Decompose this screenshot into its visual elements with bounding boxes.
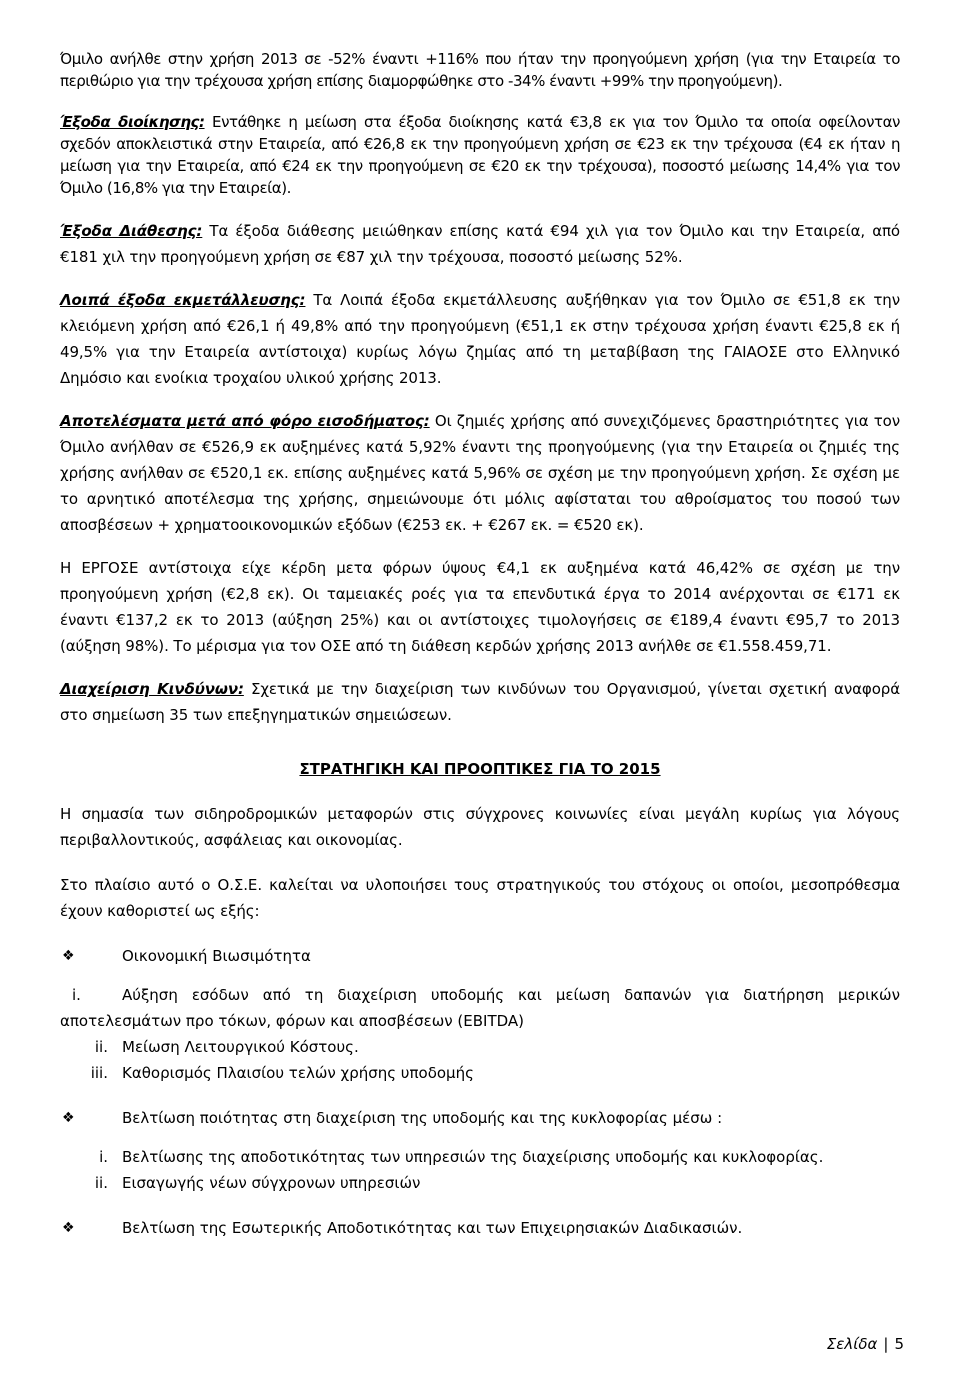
disposal-expenses-paragraph (60, 218, 900, 270)
subitem-number: i. (72, 986, 81, 1004)
goal-item (60, 1215, 900, 1241)
other-expenses-text: Τα Λοιπά έξοδα εκμετάλλευσης αυξήθηκαν για τον Όμιλο σε €51,8 εκ την κλειόμενη χρήση από €26,1 ή 49,8% από την προηγούμενη (€51,1 εκ στην τρέχουσα χρήση έναντι €25,8 εκ ή 49,5% για την Εταιρεία αντίστοιχα) κυρίως λόγω ζημίας από τη μεταβίβαση της ΓΑΙΑΟΣΕ στο Ελληνικό Δημόσιο και ενοίκια τροχαίου υλικού χρήσης 2013. (60, 291, 900, 387)
risk-paragraph (60, 676, 900, 728)
admin-expenses-paragraph (60, 111, 900, 199)
diamond-bullet-icon: ❖ (62, 1220, 75, 1236)
subitem-number: ii. (94, 1174, 108, 1192)
disposal-expenses-text: Τα έξοδα διάθεσης μειώθηκαν επίσης κατά €94 χιλ για τον Όμιλο και την Εταιρεία, από €181 χιλ την προηγούμενη χρήση σε €87 χιλ την τρέχουσα, ποσοστό μείωσης 52%. (60, 222, 900, 266)
subitem-text: Μείωση Λειτουργικού Κόστους. (122, 1038, 359, 1056)
admin-expenses-heading: Έξοδα διοίκησης: (60, 113, 205, 131)
goal-subitem (60, 1034, 900, 1060)
subitem-number: iii. (90, 1064, 108, 1082)
goal-subitem (60, 1144, 900, 1170)
subitem-number: ii. (94, 1038, 108, 1056)
diamond-bullet-icon: ❖ (62, 1110, 75, 1126)
diamond-bullet-icon: ❖ (62, 948, 75, 964)
results-paragraph (60, 408, 900, 538)
goal-title: Βελτίωση της Εσωτερικής Αποδοτικότητας και των Επιχειρησιακών Διαδικασιών. (122, 1219, 743, 1237)
subitem-text: Εισαγωγής νέων σύγχρονων υπηρεσιών (122, 1174, 421, 1192)
disposal-expenses-heading: Έξοδα Διάθεσης: (60, 222, 203, 240)
document-page (60, 48, 900, 1241)
goal-title: Οικονομική Βιωσιμότητα (122, 947, 311, 965)
subitem-text: Αύξηση εσόδων από τη διαχείριση υποδομής και μείωση δαπανών για διατήρηση μερικών αποτελεσμάτων προ τόκων, φόρων και αποσβέσεων (EBITDA) (60, 986, 900, 1030)
goal-item (60, 1105, 900, 1131)
goal-title: Βελτίωση ποιότητας στη διαχείριση της υποδομής και της κυκλοφορίας μέσω : (122, 1109, 723, 1127)
subitem-text: Βελτίωσης της αποδοτικότητας των υπηρεσιών της διαχείρισης υποδομής και κυκλοφορίας. (122, 1148, 824, 1166)
goal-subitem (60, 1060, 900, 1086)
framework-paragraph: Στο πλαίσιο αυτό ο Ο.Σ.Ε. καλείται να υλοποιήσει τους στρατηγικούς του στόχους οι οποίοι, μεσοπρόθεσμα έχουν καθοριστεί ως εξής: (60, 876, 900, 920)
other-expenses-paragraph (60, 287, 900, 391)
importance-paragraph: Η σημασία των σιδηροδρομικών μεταφορών στις σύγχρονες κοινωνίες είναι μεγάλη κυρίως για λόγους περιβαλλοντικούς, ασφάλειας και οικονομίας. (60, 805, 900, 849)
footer-label: Σελίδα (826, 1335, 878, 1353)
subitem-number: i. (99, 1148, 108, 1166)
page-footer (827, 1335, 904, 1353)
ergose-paragraph: Η ΕΡΓΟΣΕ αντίστοιχα είχε κέρδη μετα φόρων ύψους €4,1 εκ αυξημένα κατά 46,42% σε σχέση με την προηγούμενη χρήση (€2,8 εκ). Οι ταμειακές ροές για τα επενδυτικά έργα το 2014 ανέρχονται σε €171 εκ έναντι €137,2 εκ το 2013 (αύξηση 25%) και οι αντίστοιχες τιμολογήσεις σε €189,4 έναντι €95,7 το 2013 (αύξηση 98%). Το μέρισμα για τον ΟΣΕ από τη διάθεση κερδών χρήσης 2013 ανήλθε σε €1.558.459,71. (60, 559, 900, 655)
other-expenses-heading: Λοιπά έξοδα εκμετάλλευσης: (60, 291, 306, 309)
subitem-text: Καθορισμός Πλαισίου τελών χρήσης υποδομής (122, 1064, 474, 1082)
risk-heading: Διαχείριση Κινδύνων: (60, 680, 244, 698)
intro-paragraph: Όμιλο ανήλθε στην χρήση 2013 σε -52% έναντι +116% που ήταν την προηγούμενη χρήση (για την Εταιρεία το περιθώριο για την τρέχουσα χρήση επίσης διαμορφώθηκε στο -34% έναντι +99% την προηγούμενη). (60, 50, 900, 90)
admin-expenses-text: Εντάθηκε η μείωση στα έξοδα διοίκησης κατά €3,8 εκ για τον Όμιλο τα οποία οφείλονταν σχεδόν αποκλειστικά στην Εταιρεία, από €26,8 εκ την προηγούμενη χρήση σε €23 εκ την τρέχουσα (€4 εκ ήταν η μείωση για την Εταιρεία, από €24 εκ την προηγούμενη σε €20 εκ την τρέχουσα), ποσοστό μείωσης 14,4% για τον Όμιλο (16,8% για την Εταιρεία). (60, 113, 900, 197)
goal-subitem (60, 982, 900, 1034)
section-title: ΣΤΡΑΤΗΓΙΚΗ ΚΑΙ ΠΡΟΟΠΤΙΚΕΣ ΓΙΑ ΤΟ 2015 (299, 760, 661, 778)
goal-subitem (60, 1170, 900, 1196)
page-number: 5 (894, 1335, 904, 1353)
goal-item (60, 943, 900, 969)
risk-text: Σχετικά με την διαχείριση των κινδύνων του Οργανισμού, γίνεται σχετική αναφορά στο σημείωση 35 των επεξηγηματικών σημειώσεων. (60, 680, 900, 724)
footer-separator: | (883, 1335, 889, 1353)
results-text: Οι ζημιές χρήσης από συνεχιζόμενες δραστηριότητες για τον Όμιλο ανήλθαν σε €526,9 εκ αυξημένες κατά 5,92% έναντι της προηγούμενης (για την Εταιρεία οι ζημιές της χρήσης ανήλθαν σε €520,1 εκ. επίσης αυξημένες κατά 5,96% σε σχέση με την προηγούμενη χρήση. Σε σχέση με το αρνητικό αποτέλεσμα της χρήσης, σημειώνουμε ότι μόλις αφίσταται του αθροίσματος του ποσού των αποσβέσεων + χρηματοοικονομικών εξόδων (€253 εκ. + €267 εκ. = €520 εκ). (60, 412, 900, 534)
results-heading: Αποτελέσματα μετά από φόρο εισοδήματος: (60, 412, 430, 430)
